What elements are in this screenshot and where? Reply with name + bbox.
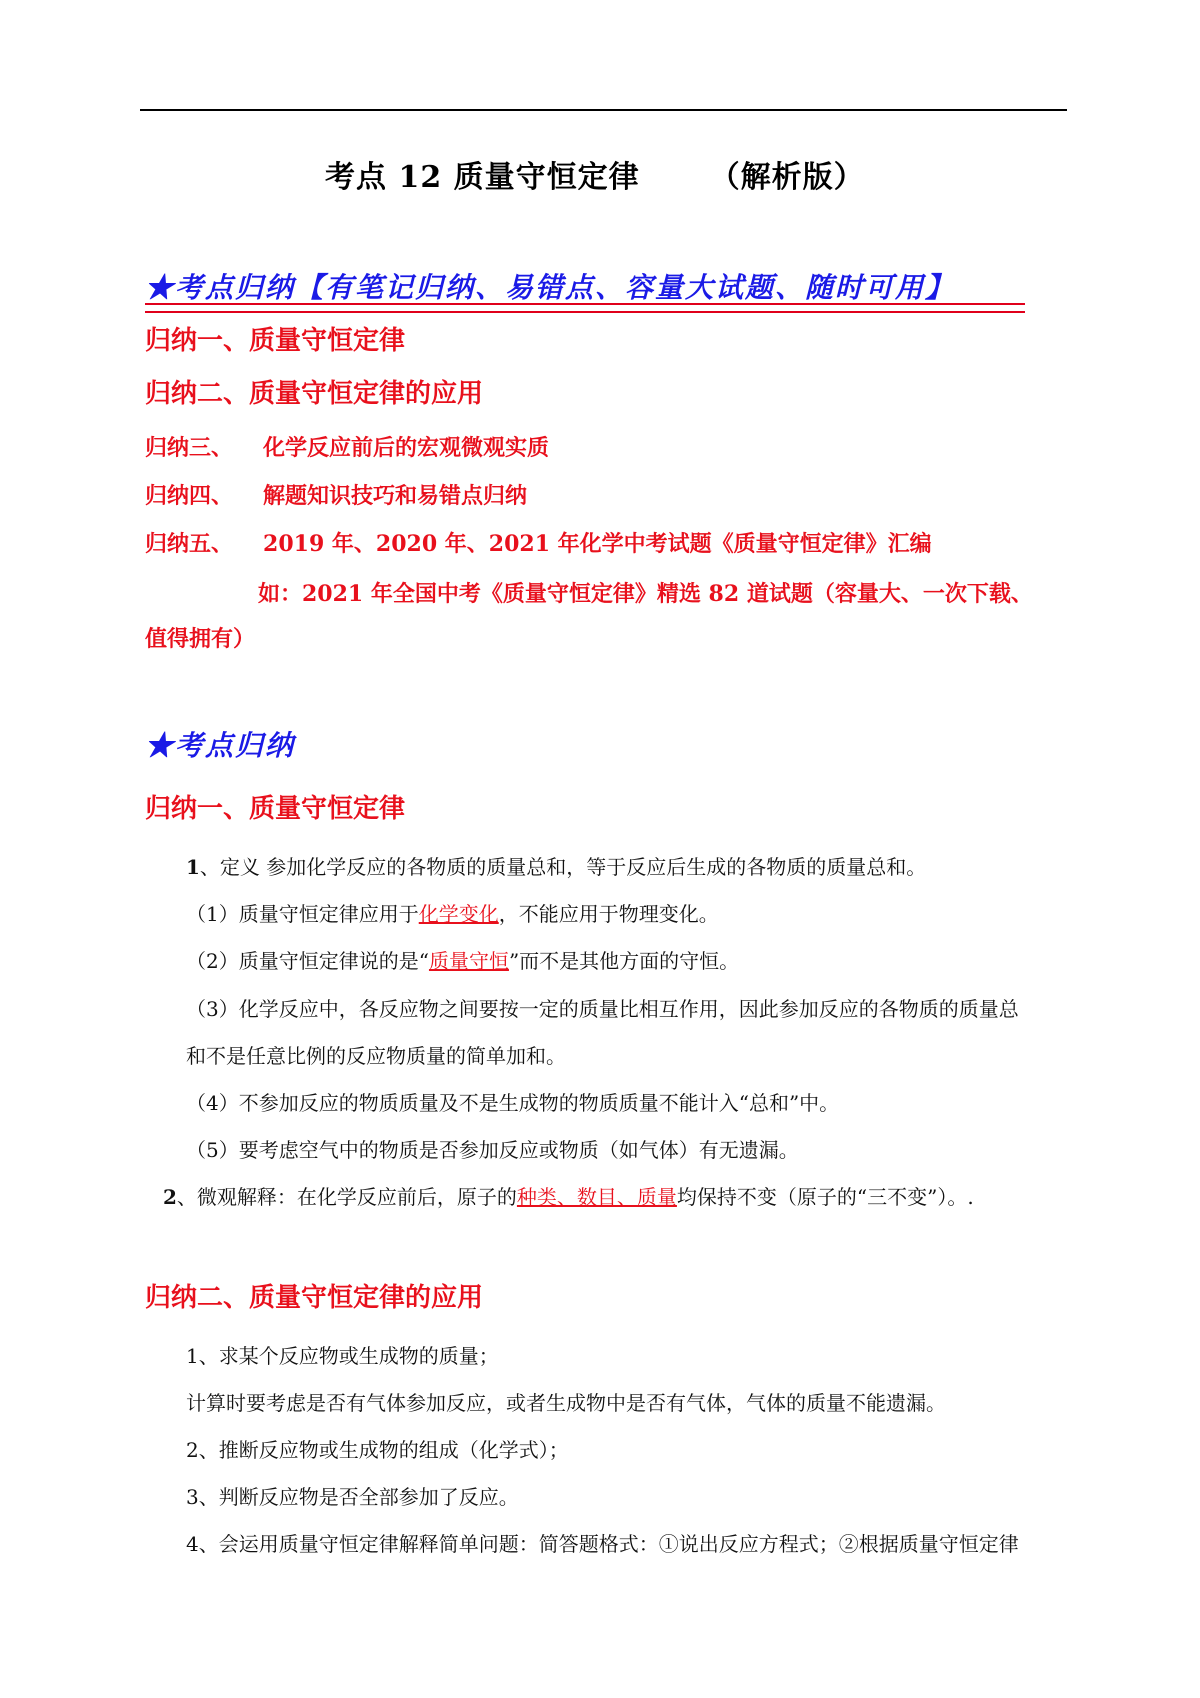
section2-line4: 3、判断反应物是否全部参加了反应。 bbox=[186, 1485, 519, 1509]
toc-item-4-text: 解题知识技巧和易错点归纳 bbox=[263, 483, 528, 509]
toc-item-4-label: 归纳四、 bbox=[145, 483, 234, 509]
section1-point3-line2: 和不是任意比例的反应物质量的简单加和。 bbox=[186, 1044, 566, 1068]
section1-heading: 归纳一、质量守恒定律 bbox=[145, 794, 406, 824]
toc-example-line2: 值得拥有） bbox=[145, 626, 256, 652]
section1-item2-highlight: 种类、数目、质量 bbox=[516, 1185, 677, 1209]
section1-point1-pre: （1）质量守恒定律应用于 bbox=[186, 902, 419, 926]
section1-item1-text: 、定义 参加化学反应的各物质的质量总和，等于反应后生成的各物质的质量总和。 bbox=[199, 855, 927, 879]
toc-item-5-text: 2019 年、2020 年、2021 年化学中考试题《质量守恒定律》汇编 bbox=[263, 531, 932, 557]
section1-point2 bbox=[186, 945, 739, 974]
section2-line3: 2、推断反应物或生成物的组成（化学式）； bbox=[186, 1438, 569, 1462]
toc-item-5 bbox=[145, 527, 932, 558]
section1-point4: （4）不参加反应的物质质量及不是生成物的物质质量不能计入“总和”中。 bbox=[186, 1091, 840, 1115]
section1-item2-pre: 、微观解释：在化学反应前后，原子的 bbox=[176, 1185, 517, 1209]
section1-point3-line1: （3）化学反应中，各反应物之间要按一定的质量比相互作用，因此参加反应的各物质的质量总 bbox=[186, 997, 1019, 1021]
section1-point2-pre: （2）质量守恒定律说的是“ bbox=[186, 949, 429, 973]
section2-line1: 1、求某个反应物或生成物的质量； bbox=[186, 1344, 499, 1368]
page-title bbox=[325, 152, 865, 196]
section1-point1-post: ，不能应用于物理变化。 bbox=[498, 902, 719, 926]
section1-point2-highlight: 质量守恒 bbox=[428, 949, 509, 973]
section1-item1 bbox=[186, 851, 926, 880]
toc-item-1: 归纳一、质量守恒定律 bbox=[145, 326, 406, 356]
section1-point2-post: ”而不是其他方面的守恒。 bbox=[508, 949, 740, 973]
section1-item1-num: 1 bbox=[186, 855, 200, 879]
section1-point1 bbox=[186, 898, 719, 927]
title-main: 考点 12 质量守恒定律 bbox=[325, 160, 640, 195]
section1-point5: （5）要考虑空气中的物质是否参加反应或物质（如气体）有无遗漏。 bbox=[186, 1138, 799, 1162]
summary-banner-underline bbox=[145, 303, 1025, 313]
toc-item-3-label: 归纳三、 bbox=[145, 435, 234, 461]
header-rule bbox=[140, 109, 1067, 111]
section2-line5: 4、会运用质量守恒定律解释简单问题：简答题格式：①说出反应方程式；②根据质量守恒定律 bbox=[186, 1532, 1019, 1556]
toc-item-2: 归纳二、质量守恒定律的应用 bbox=[145, 379, 484, 409]
toc-item-4 bbox=[145, 479, 527, 510]
toc-item-3-text: 化学反应前后的宏观微观实质 bbox=[263, 435, 550, 461]
summary-banner: ★考点归纳【有笔记归纳、易错点、容量大试题、随时可用】 bbox=[145, 271, 956, 304]
toc-example-line1: 如：2021 年全国中考《质量守恒定律》精选 82 道试题（容量大、一次下载、 bbox=[258, 581, 1033, 607]
toc-item-5-label: 归纳五、 bbox=[145, 531, 234, 557]
section2-line2: 计算时要考虑是否有气体参加反应，或者生成物中是否有气体，气体的质量不能遗漏。 bbox=[186, 1391, 946, 1415]
title-edition: （解析版） bbox=[709, 160, 865, 195]
toc-item-3 bbox=[145, 431, 549, 462]
section1-point1-highlight: 化学变化 bbox=[418, 902, 499, 926]
section1-item2-post: 均保持不变（原子的“三不变”）。. bbox=[676, 1185, 974, 1209]
section1-item2 bbox=[163, 1181, 974, 1210]
section1-item2-num: 2 bbox=[163, 1185, 177, 1209]
section2-heading: 归纳二、质量守恒定律的应用 bbox=[145, 1283, 484, 1313]
section-banner: ★考点归纳 bbox=[145, 729, 296, 762]
